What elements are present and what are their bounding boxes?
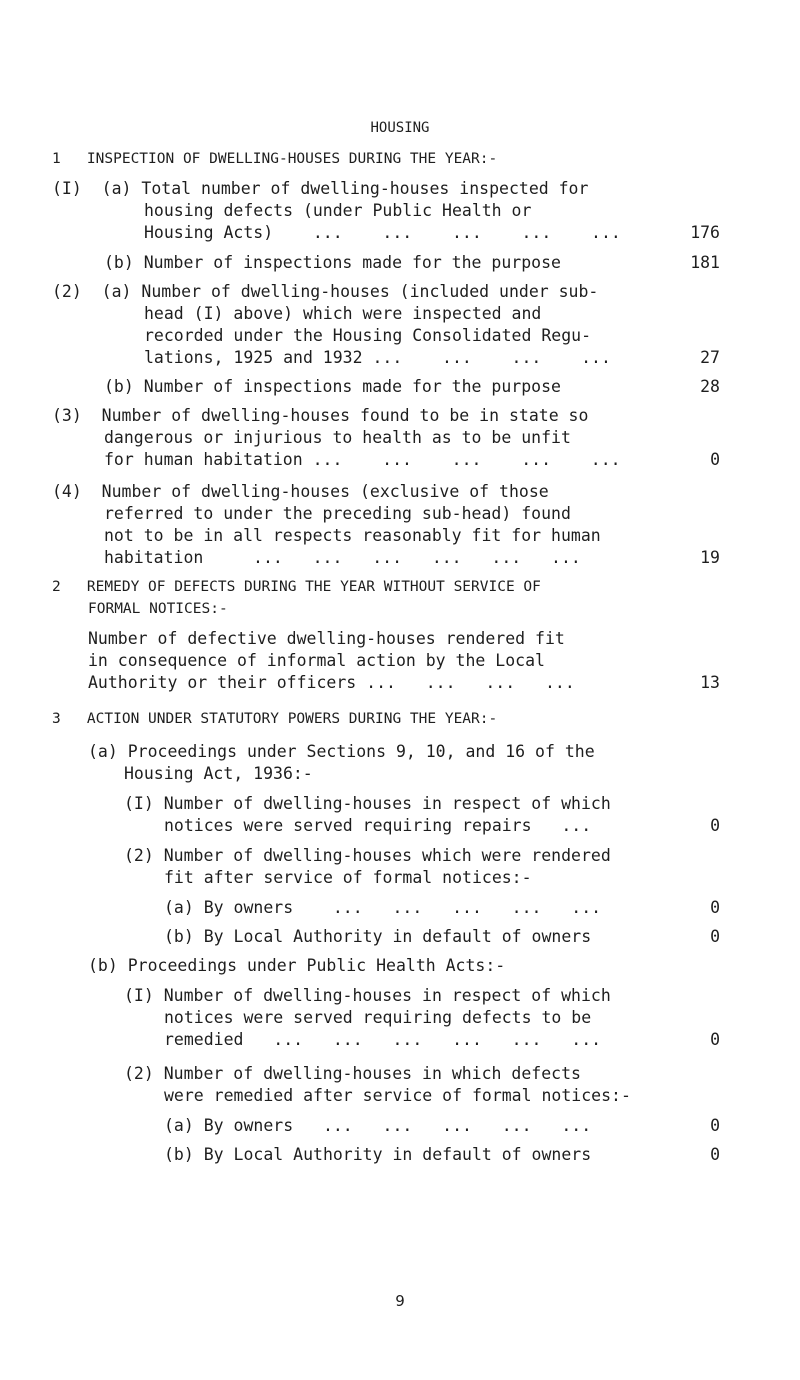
- item-1a-value: 176: [690, 223, 720, 242]
- section-3b2-line-1: (2) Number of dwelling-houses in which defects: [124, 1064, 581, 1083]
- section-3a1-value: 0: [710, 816, 720, 835]
- section-3a1-line-2: notices were served requiring repairs ...: [164, 816, 592, 835]
- section-3b2a-text: (a) By owners ... ... ... ... ...: [164, 1116, 592, 1135]
- item-2a-line-4: lations, 1925 and 1932 ... ... ... ...: [144, 348, 611, 367]
- section-3b2b-value: 0: [710, 1145, 720, 1164]
- item-2b-value: 28: [700, 377, 720, 396]
- section-3b1-line-1: (I) Number of dwelling-houses in respect of which: [124, 986, 611, 1005]
- section-3b2a-value: 0: [710, 1116, 720, 1135]
- item-3-line-2: dangerous or injurious to health as to be unfit: [104, 428, 571, 447]
- section-2-body-line-2: in consequence of informal action by the Local: [88, 651, 545, 670]
- section-3b1-value: 0: [710, 1030, 720, 1049]
- section-3-heading: 3 ACTION UNDER STATUTORY POWERS DURING THE YEAR:-: [52, 711, 498, 727]
- item-4-line-4: habitation ... ... ... ... ... ...: [104, 548, 581, 567]
- item-1b-text: (b) Number of inspections made for the purpose: [104, 253, 561, 272]
- section-2-heading-line-2: FORMAL NOTICES:-: [88, 601, 228, 617]
- item-1a-line-1: (I) (a) Total number of dwelling-houses inspected for: [52, 179, 589, 198]
- section-3a2b-value: 0: [710, 927, 720, 946]
- section-3a-heading-line-2: Housing Act, 1936:-: [124, 764, 313, 783]
- item-4-line-1: (4) Number of dwelling-houses (exclusive of those: [52, 482, 549, 501]
- section-2-heading-line-1: 2 REMEDY OF DEFECTS DURING THE YEAR WITHOUT SERVICE OF: [52, 579, 541, 595]
- section-2-body-line-1: Number of defective dwelling-houses rendered fit: [88, 629, 565, 648]
- item-4-line-2: referred to under the preceding sub-head) found: [104, 504, 571, 523]
- item-3-line-3: for human habitation ... ... ... ... ...: [104, 450, 621, 469]
- item-2b-text: (b) Number of inspections made for the purpose: [104, 377, 561, 396]
- item-4-value: 19: [700, 548, 720, 567]
- item-1b-value: 181: [690, 253, 720, 272]
- section-2-value: 13: [700, 673, 720, 692]
- item-2a-line-3: recorded under the Housing Consolidated Regu-: [144, 326, 592, 345]
- section-3b2-line-2: were remedied after service of formal notices:-: [164, 1086, 631, 1105]
- section-3a2-line-1: (2) Number of dwelling-houses which were rendered: [124, 846, 611, 865]
- section-3b1-line-2: notices were served requiring defects to be: [164, 1008, 592, 1027]
- section-3a2a-value: 0: [710, 898, 720, 917]
- item-1a-line-2: housing defects (under Public Health or: [144, 201, 532, 220]
- item-2a-value: 27: [700, 348, 720, 367]
- section-3a-heading-line-1: (a) Proceedings under Sections 9, 10, and 16 of the: [88, 742, 595, 761]
- section-1-heading: 1 INSPECTION OF DWELLING-HOUSES DURING THE YEAR:-: [52, 151, 498, 167]
- section-3b1-line-3: remedied ... ... ... ... ... ...: [164, 1030, 602, 1049]
- item-4-line-3: not to be in all respects reasonably fit for human: [104, 526, 601, 545]
- item-3-value: 0: [710, 450, 720, 469]
- section-3a2a-text: (a) By owners ... ... ... ... ...: [164, 898, 602, 917]
- page-number: 9: [395, 1292, 405, 1310]
- section-3a2-line-2: fit after service of formal notices:-: [164, 868, 532, 887]
- section-2-body-line-3: Authority or their officers ... ... ... ...: [88, 673, 575, 692]
- item-1a-line-3: Housing Acts) ... ... ... ... ...: [144, 223, 621, 242]
- section-3a1-line-1: (I) Number of dwelling-houses in respect of which: [124, 794, 611, 813]
- item-3-line-1: (3) Number of dwelling-houses found to be in state so: [52, 406, 589, 425]
- section-3a2b-text: (b) By Local Authority in default of owners: [164, 927, 592, 946]
- section-3b-heading: (b) Proceedings under Public Health Acts:-: [88, 956, 506, 975]
- section-3b2b-text: (b) By Local Authority in default of owners: [164, 1145, 592, 1164]
- item-2a-line-2: head (I) above) which were inspected and: [144, 304, 542, 323]
- page-title: HOUSING: [370, 120, 430, 136]
- item-2a-line-1: (2) (a) Number of dwelling-houses (included under sub-: [52, 282, 599, 301]
